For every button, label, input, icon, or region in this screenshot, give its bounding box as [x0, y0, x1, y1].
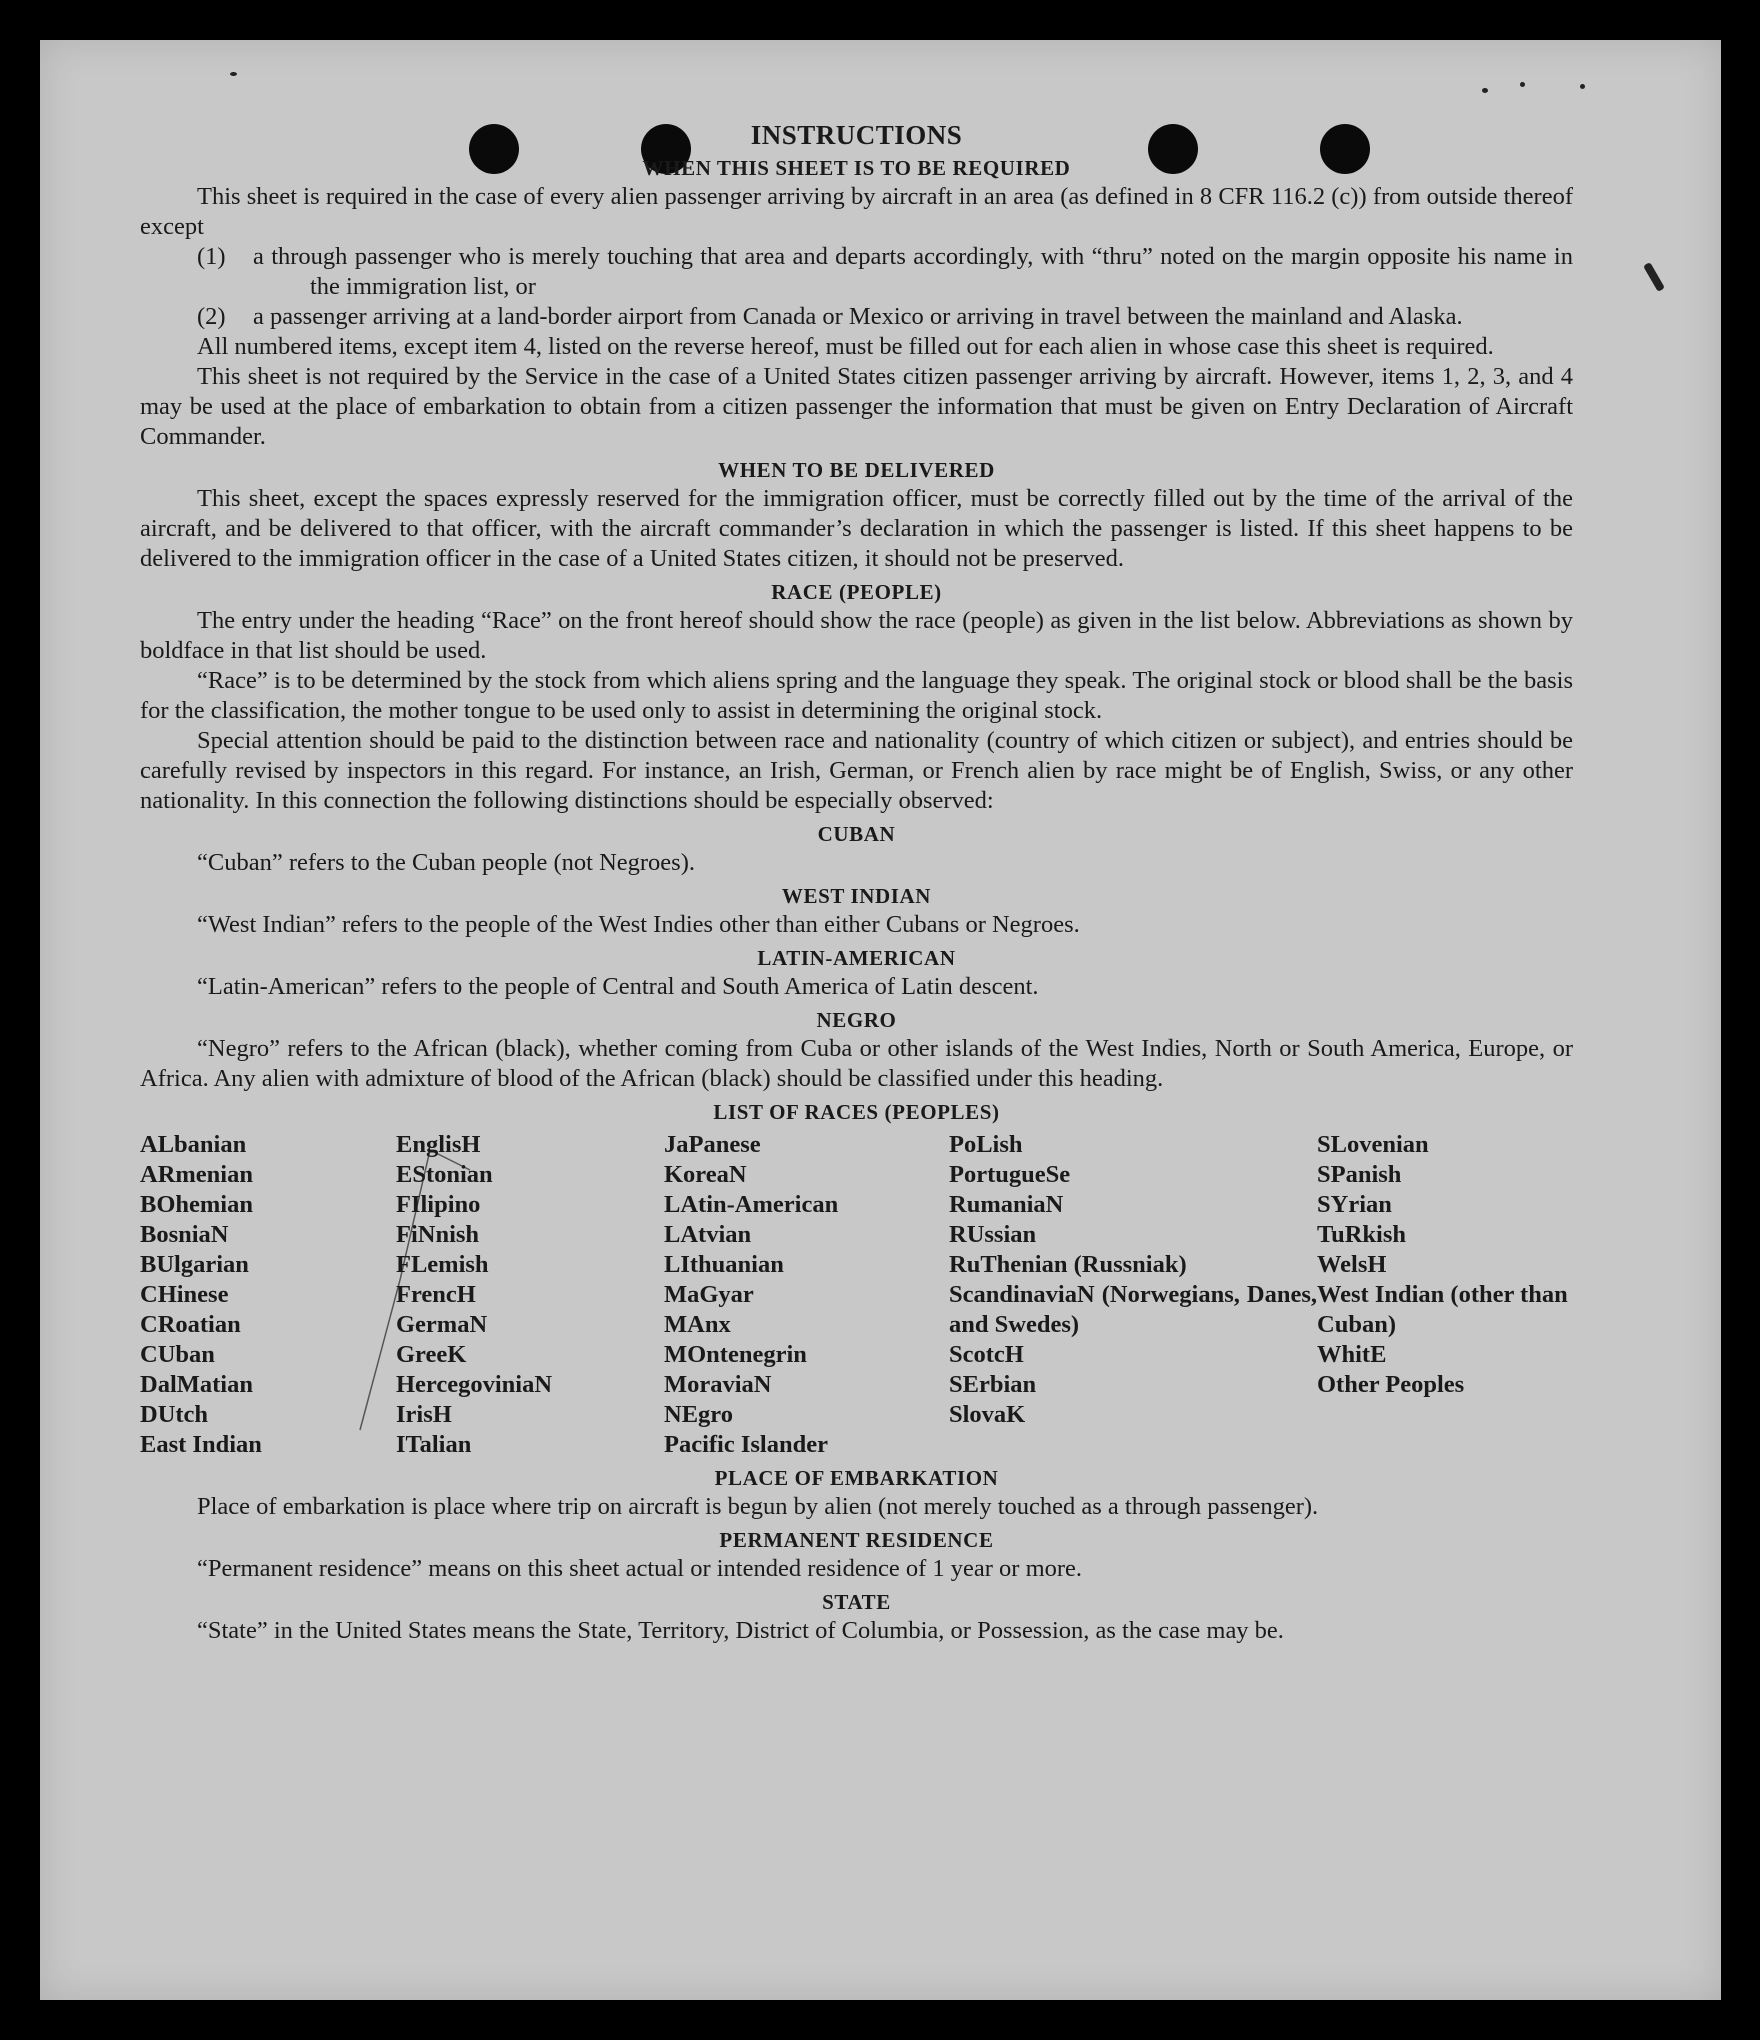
- section-heading: PERMANENT RESIDENCE: [719, 1528, 994, 1552]
- race-entry: MOntenegrin: [664, 1341, 807, 1368]
- race-entry: GermaN: [396, 1311, 488, 1338]
- definition-text: “Negro” refers to the African (black), whether coming from Cuba or other islands of the West Indies, North or South America, Europe, or Africa. Any alien with admixture of blood of the African (black) should be classified under this heading.: [140, 1035, 1573, 1092]
- races-column-4: [949, 1130, 1317, 1460]
- race-entry: LAtvian: [664, 1221, 752, 1248]
- race-entry: WhitE: [1317, 1341, 1387, 1368]
- definition-text: “West Indian” refers to the people of the West Indies other than either Cubans or Negroes.: [197, 911, 1080, 938]
- race-entry: ARmenian: [140, 1161, 253, 1188]
- section-heading: STATE: [822, 1590, 891, 1614]
- races-column-2: [396, 1130, 664, 1460]
- race-entry: ALbanian: [140, 1131, 247, 1158]
- paragraph: The entry under the heading “Race” on the front hereof should show the race (people) as given in the list below. Abbreviations as shown by boldface in that list should be used.: [140, 607, 1573, 664]
- item-number: (1): [197, 243, 226, 270]
- ink-speck: [230, 72, 237, 76]
- item-text: a passenger arriving at a land-border airport from Canada or Mexico or arriving in travel between the mainland and Alaska.: [253, 303, 1463, 330]
- race-entry: SlovaK: [949, 1401, 1026, 1428]
- paragraph: This sheet is required in the case of every alien passenger arriving by aircraft in an area (as defined in 8 CFR 116.2 (c)) from outside thereof except: [140, 183, 1573, 240]
- race-entry: KoreaN: [664, 1161, 747, 1188]
- race-entry: WelsH: [1317, 1251, 1387, 1278]
- race-entry: CHinese: [140, 1281, 229, 1308]
- definition-heading: LATIN-AMERICAN: [757, 946, 956, 970]
- race-entry: CUban: [140, 1341, 215, 1368]
- race-entry: EnglisH: [396, 1131, 481, 1158]
- instructions-content: [140, 120, 1573, 1646]
- race-entry: PortugueSe: [949, 1161, 1071, 1188]
- definition-heading: WEST INDIAN: [781, 884, 932, 908]
- race-entry: LAtin-American: [664, 1191, 839, 1218]
- races-heading: LIST OF RACES (PEOPLES): [713, 1100, 1000, 1124]
- race-entry: GreeK: [396, 1341, 467, 1368]
- race-entry: West Indian (other than Cuban): [1317, 1281, 1568, 1338]
- race-entry: MoraviaN: [664, 1371, 772, 1398]
- paragraph: All numbered items, except item 4, listed on the reverse hereof, must be filled out for each alien in whose case this sheet is required.: [197, 333, 1494, 360]
- list-item: [197, 242, 1573, 302]
- race-entry: FiNnish: [396, 1221, 480, 1248]
- race-entry: FLemish: [396, 1251, 489, 1278]
- race-entry: PoLish: [949, 1131, 1023, 1158]
- race-entry: RuThenian (Russniak): [949, 1251, 1187, 1278]
- race-entry: DUtch: [140, 1401, 209, 1428]
- section-heading: WHEN THIS SHEET IS TO BE REQUIRED: [642, 156, 1071, 180]
- ink-speck: [1520, 82, 1525, 87]
- race-entry: MAnx: [664, 1311, 731, 1338]
- races-list: [140, 1130, 1573, 1460]
- paragraph: “Permanent residence” means on this sheet actual or intended residence of 1 year or more.: [197, 1555, 1083, 1582]
- race-entry: CRoatian: [140, 1311, 241, 1338]
- list-item: [197, 302, 1573, 332]
- race-entry: SYrian: [1317, 1191, 1392, 1218]
- page-title: INSTRUCTIONS: [750, 120, 963, 150]
- race-entry: NEgro: [664, 1401, 733, 1428]
- item-number: (2): [197, 303, 226, 330]
- race-entry: SPanish: [1317, 1161, 1402, 1188]
- section-heading: RACE (PEOPLE): [771, 580, 942, 604]
- definition-heading: NEGRO: [816, 1008, 897, 1032]
- races-column-3: [664, 1130, 949, 1460]
- race-entry: DalMatian: [140, 1371, 253, 1398]
- ink-speck: [1580, 84, 1585, 89]
- race-entry: BUlgarian: [140, 1251, 249, 1278]
- paragraph: This sheet is not required by the Service in the case of a United States citizen passenger arriving by aircraft. However, items 1, 2, 3, and 4 may be used at the place of embarkation to obtain from a citizen passenger the information that must be given on Entry Declaration of Aircraft Commander.: [140, 363, 1573, 450]
- paragraph: “State” in the United States means the State, Territory, District of Columbia, or Possession, as the case may be.: [197, 1617, 1284, 1644]
- section-heading: WHEN TO BE DELIVERED: [718, 458, 995, 482]
- paragraph: Place of embarkation is place where trip on aircraft is begun by alien (not merely touched as a through passenger).: [197, 1493, 1319, 1520]
- race-entry: MaGyar: [664, 1281, 754, 1308]
- race-entry: EStonian: [396, 1161, 493, 1188]
- race-entry: JaPanese: [664, 1131, 761, 1158]
- definition-text: “Latin-American” refers to the people of Central and South America of Latin descent.: [197, 973, 1039, 1000]
- section-heading: PLACE OF EMBARKATION: [714, 1466, 999, 1490]
- races-column-5: [1317, 1130, 1573, 1460]
- race-entry: East Indian: [140, 1431, 262, 1458]
- race-entry: SLovenian: [1317, 1131, 1429, 1158]
- ink-speck: [1643, 262, 1665, 292]
- race-entry: Other Peoples: [1317, 1371, 1465, 1398]
- paragraph: “Race” is to be determined by the stock from which aliens spring and the language they speak. The original stock or blood shall be the basis for the classification, the mother tongue to be used only to assist in determining the original stock.: [140, 667, 1573, 724]
- race-entry: Pacific Islander: [664, 1431, 828, 1458]
- race-entry: ScandinaviaN (Norwegians, Danes, and Swedes): [949, 1281, 1317, 1338]
- race-entry: IrisH: [396, 1401, 452, 1428]
- race-entry: TuRkish: [1317, 1221, 1407, 1248]
- race-entry: RumaniaN: [949, 1191, 1064, 1218]
- race-entry: LIthuanian: [664, 1251, 784, 1278]
- race-entry: ITalian: [396, 1431, 472, 1458]
- race-entry: ScotcH: [949, 1341, 1024, 1368]
- race-entry: FIlipino: [396, 1191, 481, 1218]
- race-entry: HercegoviniaN: [396, 1371, 553, 1398]
- race-entry: BosniaN: [140, 1221, 229, 1248]
- definition-text: “Cuban” refers to the Cuban people (not Negroes).: [197, 849, 695, 876]
- paragraph: Special attention should be paid to the distinction between race and nationality (country of which citizen or subject), and entries should be carefully revised by inspectors in this regard. For instance, an Irish, German, or French alien by race might be of English, Swiss, or any other nationality. In this connection the following distinctions should be especially observed:: [140, 727, 1573, 814]
- race-entry: SErbian: [949, 1371, 1037, 1398]
- item-text: a through passenger who is merely touching that area and departs accordingly, with “thru” noted on the margin opposite his name in the immigration list, or: [253, 243, 1573, 300]
- paragraph: This sheet, except the spaces expressly reserved for the immigration officer, must be correctly filled out by the time of the arrival of the aircraft, and be delivered to that officer, with the aircraft commander’s declaration in which the passenger is listed. If this sheet happens to be delivered to the immigration officer in the case of a United States citizen, it should not be preserved.: [140, 485, 1573, 572]
- race-entry: BOhemian: [140, 1191, 253, 1218]
- definition-heading: CUBAN: [817, 822, 896, 846]
- ink-speck: [1482, 88, 1488, 93]
- race-entry: FrencH: [396, 1281, 476, 1308]
- races-column-1: [140, 1130, 396, 1460]
- race-entry: RUssian: [949, 1221, 1037, 1248]
